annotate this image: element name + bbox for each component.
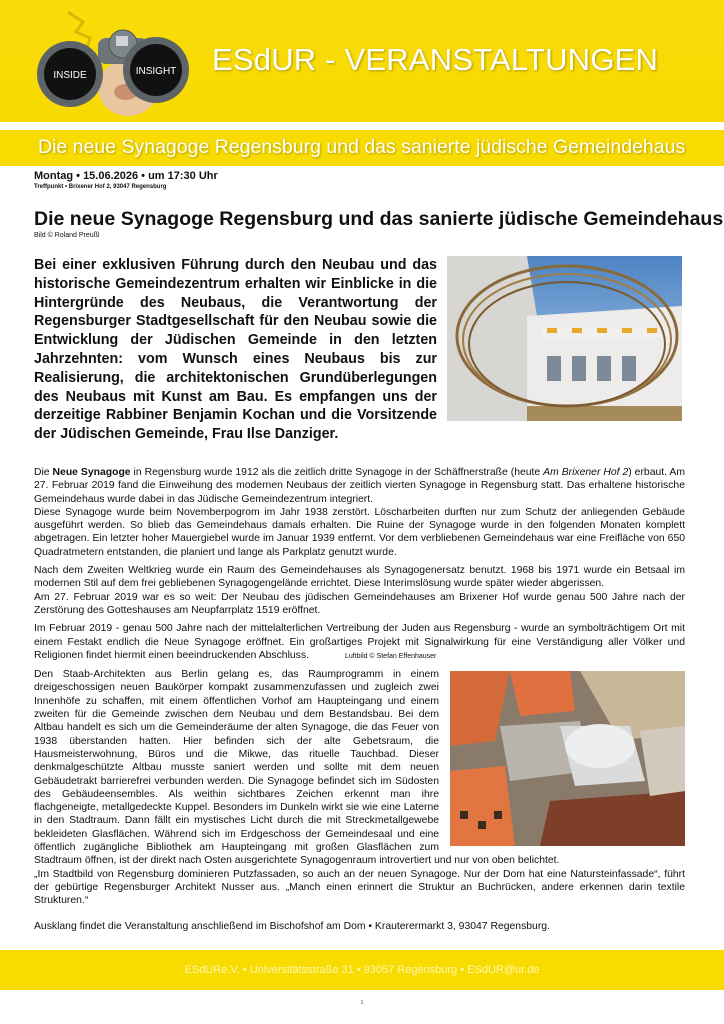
courtyard-image	[447, 256, 682, 421]
header-divider	[0, 122, 724, 130]
intro-section	[34, 256, 685, 444]
bold-term: Neue Synagoge	[52, 466, 131, 478]
aerial-photo-credit: Luftbild © Stefan Effenhauser	[344, 652, 437, 660]
paragraph-quote: „Im Stadtbild von Regensburg dominieren Putzfassaden, so auch an der neuen Synagoge. Nur der Dom hat eine Natursteinfassade“, führt der gebürtige Regensburger Architekt Nusser aus. „Manch einen erinnert die Struktur an Buchrücken, andere erkennen darin textile Strukturen.“	[34, 868, 685, 907]
text: Nach dem Zweiten Weltkrieg wurde ein Raum des Gemeindehauses als Synagogenersatz benutzt. 1968 bis 1971 wurde ein Betsaal im modernen Stil auf dem frei gebliebenen Synagogengelände errichtet. Diese Interimslösung wurde später wieder abgerissen.	[34, 565, 685, 590]
right-lens-label: INSIGHT	[135, 66, 177, 77]
content-area	[0, 166, 724, 934]
footer-org-suffix: e.V.	[221, 963, 240, 976]
page-number: 1	[360, 999, 364, 1006]
left-lens-label: INSIDE	[53, 70, 87, 81]
italic-term: Am Brixener Hof 2	[543, 466, 629, 478]
header-title: ESdUR - VERANSTALTUNGEN	[212, 42, 659, 77]
text: Die	[34, 466, 53, 478]
footer-band	[0, 950, 724, 990]
event-title: Die neue Synagoge Regensburg und das sanierte jüdische Gemeindehaus	[34, 208, 724, 230]
text: ) erbaut. Am 27. Februar 2019 fand die Einweihung des modernen Neubaus der zeitlich vierten Synagoge in Regensburg statt. Das erhaltene historische Gemeindehaus wurde dabei in das Jüdische Gemeindezentrum integriert.	[34, 466, 685, 505]
aerial-image	[450, 671, 685, 846]
footer-address: • Universitätsstraße 31 • 93057 Regensburg •	[239, 963, 468, 976]
footer-email-link[interactable]: ESdUR@ur.de	[467, 963, 540, 976]
footer-org: ESdUR	[184, 963, 222, 976]
event-date: Montag • 15.06.2026 • um 17:30 Uhr	[34, 170, 218, 182]
intro-text: Bei einer exklusiven Führung durch den Neubau und das historische Gemeindezentrum erhalten wir Einblicke in die Hintergründe des Neubaus, die Verantwortung der Regensburger Stadtgesellschaft für den Neubau sowie die Entwicklung der Jüdischen Gemeinde in den letzten Jahrzehnten: vom Wunsch eines Neubaus bis zur Realisierung, die architektonischen Grundüberlegungen des Neubaus mit Kunst am Bau. Es empfangen uns der derzeitige Rabbiner Benjamin Kochan und die Vorsitzende der Jüdischen Gemeinde, Frau Ilse Danziger.	[34, 257, 437, 443]
paragraph-postwar	[34, 564, 685, 617]
binoculars-icon	[28, 8, 196, 116]
courtyard-photo	[447, 256, 682, 421]
paragraph-architecture: Den Staab-Architekten aus Berlin gelang es, das Raumprogramm in einem dreigeschossigen neuen Baukörper kompakt zusammenzufassen und zugleich zwei Innenhöfe zu schaffen, mit einem öffentlichen Vorhof am Haupteingang und einem zweiten für die Gemeinde zwischen dem Neubau und dem Bestandsbau. Bei dem Altbau handelt es sich um die Gemeinderäume der alten Synagoge, die das Feuer von 1938 überstanden hatten. Hier befinden sich der alte Gebetsraum, die Hausmeisterwohnung, Büros und die Mikwe, das rituelle Tauchbad. Dieser denkmalgeschützte Altbau musste saniert werden und sollte mit dem neuen Gebäudetrakt barrierefrei verbunden werden. Die Synagoge befindet sich im Südosten des Gebäudeensembles. Als weithin sichtbares Zeichen erkennt man ihre flachgeneigte, metallgedeckte Kuppel. Besonders im Dunkeln wirkt sie wie eine Laterne in den Stadtraum. Dann fällt ein mystisches Licht durch die mit Streckmetallgewebe bekleideten Glasflächen. Während sich im Erdgeschoss der Gemeindesaal und eine öffentlich zugängliche Bibliothek am Haupteingang mit großen Glasflächen zum Stadtraum öffnen, ist der direkt nach Osten ausgerichtete Synagogenraum introvertiert und nur von oben belichtet.	[34, 669, 560, 867]
subtitle: Die neue Synagoge Regensburg und das sanierte jüdische Gemeindehaus	[38, 136, 686, 158]
text: Am 27. Februar 2019 war es so weit: Der Neubau des jüdischen Gemeindehauses am Brixener Hof wurde genau 500 Jahre nach der Zerstörung des Gotteshauses am Neupfarrplatz 1519 eröffnet.	[34, 591, 685, 616]
paragraph-intro-history	[34, 466, 685, 506]
paragraph-opening	[34, 622, 685, 663]
meeting-point: Treffpunkt • Brixener Hof 2, 93047 Regensburg	[34, 184, 167, 190]
subtitle-band	[0, 130, 724, 166]
text: Im Februar 2019 - genau 500 Jahre nach der mittelalterlichen Vertreibung der Juden aus Regensburg - wurde an symbolträchtigem Ort mit einem Festakt endlich die Neue Synagoge eröffnet. Ein großartiges Projekt mit Signalwirkung für eine Verständigung aller Völker und Religionen findet hiermit einen beeindruckenden Abschluss.	[34, 623, 685, 661]
text: in Regensburg wurde 1912 als die zeitlich dritte Synagoge in der Schäffnerstraße (heute	[130, 466, 544, 478]
paragraph-pogrom: Diese Synagoge wurde beim Novemberpogrom im Jahr 1938 zerstört. Löscharbeiten durften nur zum Schutz der anliegenden Gebäude ausgeführt werden. So blieb das Gemeindehaus damals erhalten. Die Ruine der Synagoge wurde in den folgenden Monaten komplett abgetragen. Ein letzter hoher Mauergiebel wurde im Januar 1939 entfernt. Vor dem verbliebenen Gemeindehaus war eine Freifläche von 650 Quadratmetern entstanden, die planiert und lange als Parkplatz genutzt wurde.	[34, 506, 685, 558]
photo-credit: Bild © Roland Preußl	[34, 232, 100, 239]
architecture-section	[34, 668, 685, 907]
paragraph-history	[34, 466, 685, 559]
paragraph-closing: Ausklang findet die Veranstaltung anschließend im Bischofshof am Dom • Krauterermarkt 3, 93047 Regensburg.	[34, 921, 550, 933]
header-banner	[0, 0, 724, 122]
aerial-photo	[450, 671, 685, 846]
